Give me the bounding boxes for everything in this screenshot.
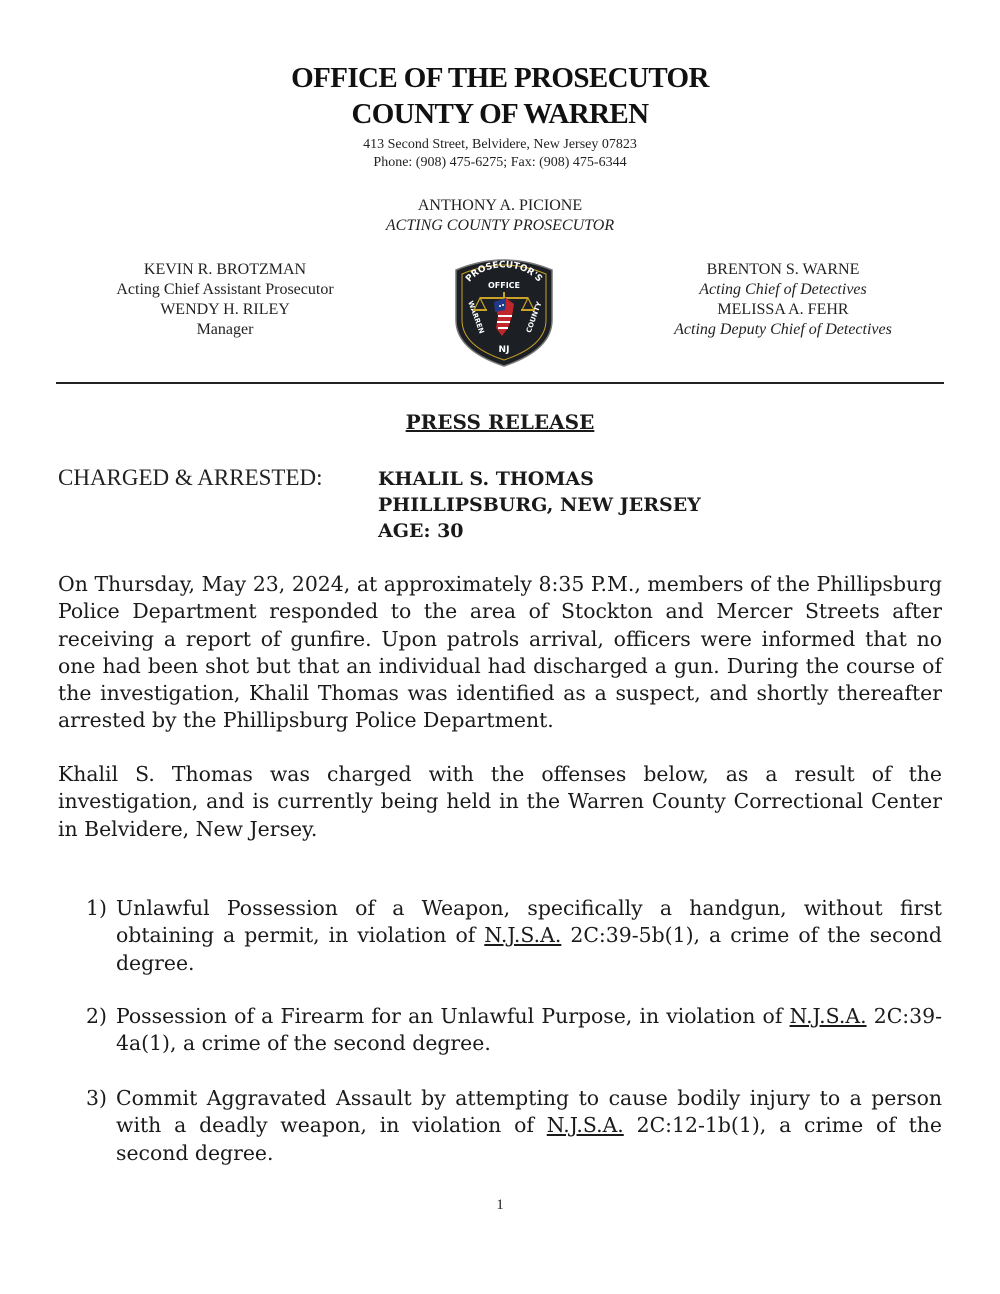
- staff-entry: KEVIN R. BROTZMAN: [143, 261, 307, 278]
- charge-text-part: Commit Aggravated Assault by attempting to cause bodily injury to a person with a deadly weapon, in violation of: [116, 1086, 942, 1138]
- defendant-name: KHALIL S. THOMAS: [378, 468, 594, 490]
- statute-reference: N.J.S.A.: [484, 923, 562, 948]
- charge-text: [116, 1085, 942, 1167]
- badge-text-bottom: NJ: [498, 345, 510, 355]
- charge-text-part: Unlawful Possession of a Weapon, specifically a handgun, without first obtaining a permit, in violation of: [116, 896, 942, 948]
- charge-text: [116, 895, 942, 977]
- incident-paragraph: On Thursday, May 23, 2024, at approximately 8:35 P.M., members of the Phillipsburg Police Department responded to the area of Stockton and Mercer Streets after receiving a report of gunfire. Upon patrols arrival, officers were informed that no one had been shot but that an individual had discharged a gun. During the course of the investigation, Khalil Thomas was identified as a suspect, and shortly thereafter arrested by the Phillipsburg Police Department.: [58, 572, 942, 733]
- staff-entry: Acting Chief of Detectives: [699, 281, 867, 298]
- defendant-age: AGE: 30: [378, 520, 464, 542]
- badge-text-office: OFFICE: [487, 281, 521, 290]
- charge-number: 2): [86, 1004, 107, 1028]
- charge-text: [116, 1003, 942, 1058]
- staff-entry: Manager: [196, 321, 254, 338]
- staff-entry: WENDY H. RILEY: [160, 301, 290, 318]
- staff-entry: Acting Deputy Chief of Detectives: [674, 321, 892, 338]
- statute-reference: N.J.S.A.: [546, 1113, 624, 1138]
- staff-list-right: [618, 260, 948, 340]
- charge-text-part: Possession of a Firearm for an Unlawful Purpose, in violation of: [116, 1004, 790, 1028]
- staff-list-left: [60, 260, 390, 340]
- staff-entry: Acting Chief Assistant Prosecutor: [116, 281, 334, 298]
- prosecutors-office-badge-icon: [448, 250, 560, 368]
- office-title: OFFICE OF THE PROSECUTOR: [291, 62, 709, 94]
- statute-reference: N.J.S.A.: [789, 1004, 867, 1028]
- county-title: COUNTY OF WARREN: [351, 98, 649, 130]
- prosecutor-title: ACTING COUNTY PROSECUTOR: [385, 217, 615, 234]
- staff-entry: BRENTON S. WARNE: [706, 261, 860, 278]
- page-number: 1: [496, 1197, 504, 1213]
- charge-text-part: 2C:12-1b(1), a crime of the second degree.: [116, 1113, 942, 1165]
- staff-entry: MELISSA A. FEHR: [717, 301, 849, 318]
- office-address: 413 Second Street, Belvidere, New Jersey 07823: [363, 137, 637, 152]
- charges-intro-paragraph: Khalil S. Thomas was charged with the offenses below, as a result of the investigation, and is currently being held in the Warren County Correctional Center in Belvidere, New Jersey.: [58, 762, 942, 841]
- badge-text-right: COUNTY: [524, 300, 544, 334]
- charge-number: 3): [86, 1086, 107, 1110]
- office-phone-fax: Phone: (908) 475-6275; Fax: (908) 475-6344: [373, 155, 627, 170]
- defendant-location: PHILLIPSBURG, NEW JERSEY: [378, 494, 701, 516]
- charge-text-part: 2C:39-4a(1), a crime of the second degree.: [116, 1004, 943, 1056]
- badge-text-left: WARREN: [466, 299, 486, 335]
- charged-label: CHARGED & ARRESTED:: [58, 465, 323, 490]
- charge-number: 1): [86, 896, 107, 920]
- press-release-heading: PRESS RELEASE: [405, 410, 595, 434]
- badge-text-top: PROSECUTOR'S: [464, 260, 544, 285]
- prosecutor-name: ANTHONY A. PICIONE: [417, 197, 583, 214]
- header-divider: [56, 382, 944, 384]
- charge-text-part: 2C:39-5b(1), a crime of the second degree.: [116, 923, 942, 975]
